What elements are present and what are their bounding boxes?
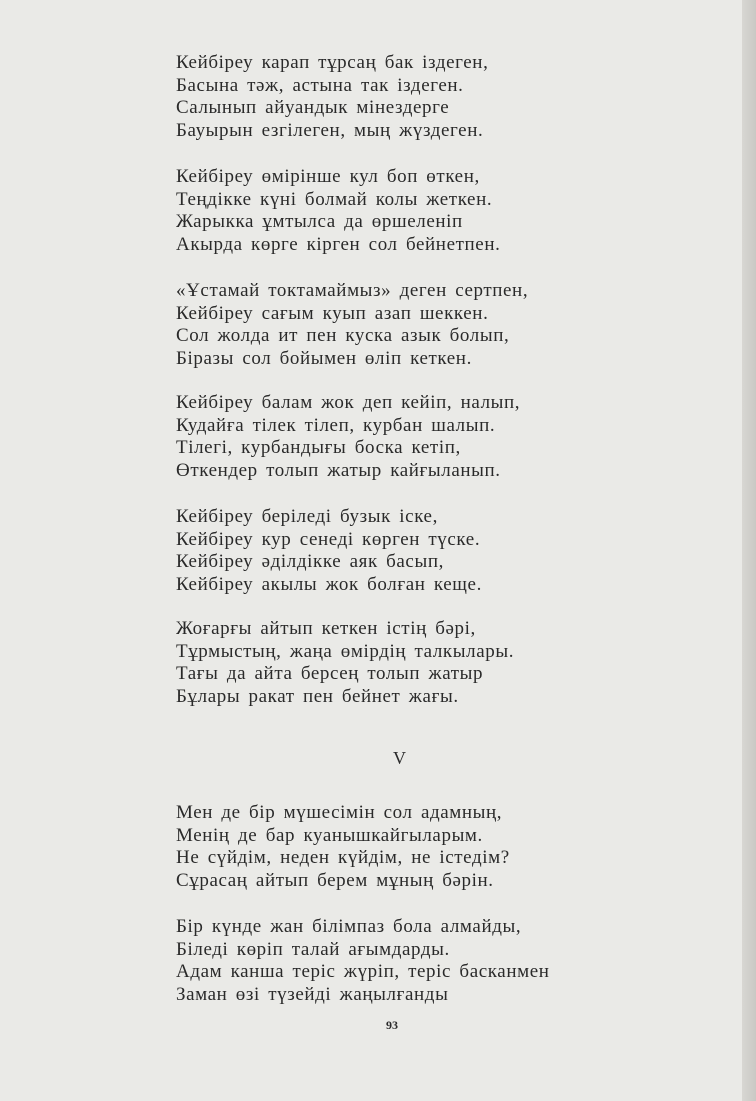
stanza-3: [176, 280, 528, 370]
verse-line: Кейбіреу кур сенеді көрген түске.: [176, 528, 481, 550]
verse-line: Кейбіреу әділдікке аяк басып,: [176, 551, 444, 572]
verse-line: Біледі көріп талай ағымдарды.: [176, 938, 450, 960]
verse-line: Бауырын езгілеген, мың жүздеген.: [176, 119, 484, 141]
stanza-5: [176, 506, 482, 596]
verse-line: Кейбіреу беріледі бузык іске,: [176, 506, 438, 527]
verse-line: Менің де бар куанышкайгыларым.: [176, 824, 483, 846]
verse-line: Бір күнде жан білімпаз бола алмайды,: [176, 916, 522, 937]
page-edge-shadow: [742, 0, 756, 1101]
verse-line: Не сүйдім, неден күйдім, не істедім?: [176, 847, 510, 868]
verse-line: Теңдікке күні болмай колы жеткен.: [176, 188, 493, 210]
verse-line: «Ұстамай токтамаймыз» деген сертпен,: [176, 280, 529, 301]
verse-line: Тағы да айта берсең толып жатыр: [176, 663, 484, 684]
verse-line: Тілегі, курбандығы боска кетіп,: [176, 437, 461, 458]
verse-line: Өткендер толып жатыр кайғыланып.: [176, 459, 501, 481]
verse-line: Кейбіреу өмірінше кул боп өткен,: [176, 166, 480, 187]
verse-line: Сол жолда ит пен куска азык болып,: [176, 325, 510, 346]
stanza-2: [176, 166, 500, 256]
stanza-1: [176, 52, 488, 142]
verse-line: Заман өзі түзейді жаңылғанды: [176, 983, 449, 1005]
verse-line: Бұлары ракат пен бейнет жағы.: [176, 685, 459, 707]
verse-line: Мен де бір мүшесімін сол адамның,: [176, 802, 503, 823]
verse-line: Адам канша теріс жүріп, теріс басканмен: [176, 961, 550, 982]
verse-line: Кудайға тілек тілеп, курбан шалып.: [176, 414, 496, 436]
stanza-8: [176, 916, 550, 1006]
verse-line: Кейбіреу сағым куып азап шеккен.: [176, 302, 489, 324]
section-heading: V: [393, 748, 406, 768]
verse-line: Біразы сол бойымен өліп кеткен.: [176, 347, 472, 369]
verse-line: Басына тәж, астына так іздеген.: [176, 74, 464, 96]
verse-line: Кейбіреу балам жок деп кейіп, налып,: [176, 392, 521, 413]
page-number: 93: [386, 1018, 398, 1032]
verse-line: Жоғарғы айтып кеткен істің бәрі,: [176, 618, 476, 639]
stanza-7: [176, 802, 510, 892]
stanza-6: [176, 618, 514, 708]
stanza-4: [176, 392, 520, 482]
verse-line: Сұрасаң айтып берем мұның бәрін.: [176, 869, 494, 891]
verse-line: Жарыкка ұмтылса да өршеленіп: [176, 211, 463, 232]
verse-line: Тұрмыстың, жаңа өмірдің талкылары.: [176, 640, 515, 662]
verse-line: Кейбіреу карап тұрсаң бак іздеген,: [176, 52, 489, 73]
verse-line: Акырда көрге кірген сол бейнетпен.: [176, 233, 501, 255]
verse-line: Кейбіреу акылы жок болған кеще.: [176, 573, 482, 595]
verse-line: Салынып айуандык мінездерге: [176, 97, 450, 118]
